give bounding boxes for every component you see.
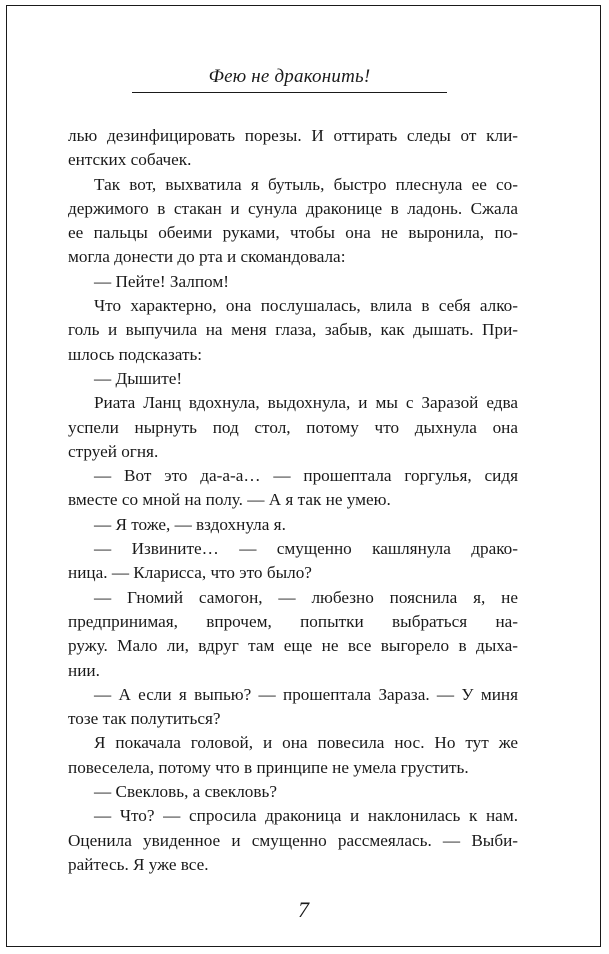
text-line: Так вот, выхватила я бутыль, быстро плеснула ее со- bbox=[94, 174, 518, 194]
text-line: голь и выпучила на меня глаза, забыв, как дышать. При- bbox=[68, 320, 518, 340]
text-line: держимого в стакан и сунула драконице в ладонь. Сжала bbox=[68, 198, 518, 218]
text-line: нии. bbox=[68, 660, 100, 680]
text-line: повеселела, потому что в принципе не умела грустить. bbox=[68, 757, 469, 777]
text-line: Риата Ланц вдохнула, выдохнула, и мы с Заразой едва bbox=[94, 393, 518, 413]
book-page bbox=[6, 5, 601, 947]
text-line: — Извините… — смущенно кашлянула драко- bbox=[94, 539, 518, 559]
text-line: тозе так полутиться? bbox=[68, 709, 221, 729]
paragraph bbox=[68, 804, 518, 877]
paragraph bbox=[68, 731, 518, 780]
text-line: Я покачала головой, и она повесила нос. Но тут же bbox=[94, 733, 518, 753]
text-line: — Гномий самогон, — любезно пояснила я, не bbox=[94, 587, 518, 607]
text-line: — А если я выпью? — прошептала Зараза. — У миня bbox=[94, 684, 518, 704]
paragraph bbox=[68, 124, 518, 173]
paragraph bbox=[68, 173, 518, 270]
text-line: — Дышите! bbox=[94, 368, 183, 388]
text-line: лью дезинфицировать порезы. И оттирать следы от кли- bbox=[68, 126, 518, 145]
text-line: ентских собачек. bbox=[68, 150, 192, 170]
running-header-title: Фею не драконить! bbox=[208, 66, 371, 87]
paragraph bbox=[68, 586, 518, 683]
paragraph bbox=[68, 464, 518, 513]
text-line: — Что? — спросила драконица и наклонилась к нам. bbox=[94, 806, 518, 826]
text-line: успели нырнуть под стол, потому что дыхнула она bbox=[68, 417, 518, 437]
paragraph bbox=[68, 780, 518, 804]
text-line: шлось подсказать: bbox=[68, 344, 203, 364]
paragraph bbox=[68, 294, 518, 367]
paragraph bbox=[68, 683, 518, 732]
paragraph bbox=[68, 513, 518, 537]
text-line: могла донести до рта и скомандовала: bbox=[68, 247, 346, 267]
header-rule bbox=[132, 92, 447, 93]
text-line: Оценила увиденное и смущенно рассмеялась. — Выби- bbox=[68, 830, 518, 850]
paragraph bbox=[68, 270, 518, 294]
text-line: ружу. Мало ли, вдруг там еще не все выгорело в дыха- bbox=[68, 636, 518, 656]
text-line: струей огня. bbox=[68, 441, 159, 461]
text-line: вместе со мной на полу. — А я так не умею. bbox=[68, 490, 391, 510]
text-line: предпринимая, впрочем, попытки выбраться на- bbox=[68, 611, 518, 631]
paragraph bbox=[68, 391, 518, 464]
running-header bbox=[132, 64, 447, 93]
text-line: райтесь. Я уже все. bbox=[68, 854, 209, 874]
text-line: — Вот это да-а-а… — прошептала горгулья, сидя bbox=[94, 466, 518, 486]
text-line: Что характерно, она послушалась, влила в себя алко- bbox=[94, 296, 518, 316]
text-line: ее пальцы обеими руками, чтобы она не выронила, по- bbox=[68, 223, 518, 243]
text-line: ница. — Кларисса, что это было? bbox=[68, 563, 312, 583]
paragraph bbox=[68, 367, 518, 391]
paragraph bbox=[68, 537, 518, 586]
text-line: — Свекловь, а свекловь? bbox=[94, 782, 277, 802]
body-text bbox=[68, 124, 518, 877]
text-line: — Пейте! Залпом! bbox=[94, 271, 229, 291]
text-line: — Я тоже, — вздохнула я. bbox=[94, 514, 286, 534]
page-number: 7 bbox=[298, 897, 309, 922]
